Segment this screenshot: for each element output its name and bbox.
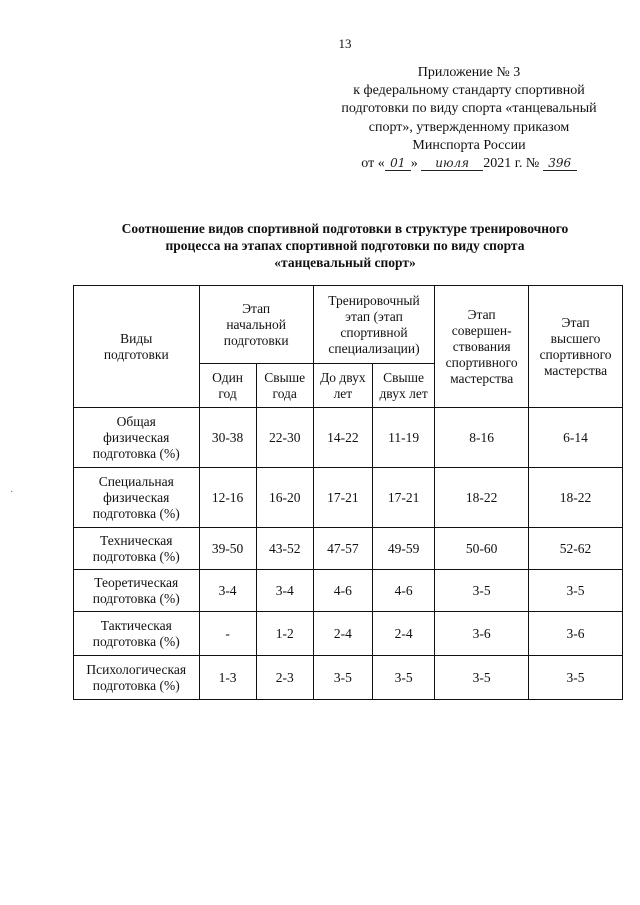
- subheader-over-year: Свыше года: [256, 364, 313, 408]
- page-number: 13: [338, 36, 352, 51]
- table-row: [74, 656, 623, 700]
- table-cell: -: [199, 612, 256, 656]
- training-ratio-table: [73, 285, 623, 700]
- table-cell: 43-52: [256, 528, 313, 570]
- date-prefix: от «: [361, 156, 385, 172]
- handwritten-month: июля: [421, 156, 483, 171]
- table-cell: 11-19: [372, 408, 434, 468]
- table-cell: 18-22: [529, 468, 623, 528]
- table-cell: 22-30: [256, 408, 313, 468]
- appendix-line: спорт», утвержденному приказом: [368, 119, 570, 135]
- table-cell: 3-5: [529, 570, 623, 612]
- table-cell: 2-4: [372, 612, 434, 656]
- row-kind-label: Техническая подготовка (%): [74, 528, 200, 570]
- table-cell: 1-2: [256, 612, 313, 656]
- table-cell: 17-21: [372, 468, 434, 528]
- row-kind-label: Общая физическая подготовка (%): [74, 408, 200, 468]
- table-cell: 3-4: [256, 570, 313, 612]
- row-kind-label: Психологическая подготовка (%): [74, 656, 200, 700]
- table-cell: 3-6: [529, 612, 623, 656]
- appendix-line: к федеральному стандарту спортивной: [353, 83, 585, 99]
- table-cell: 2-4: [313, 612, 372, 656]
- table-cell: 3-5: [313, 656, 372, 700]
- table-cell: 16-20: [256, 468, 313, 528]
- header-training-stage: Тренировочный этап (этап спортивной специализации): [313, 286, 434, 364]
- row-kind-label: Специальная физическая подготовка (%): [74, 468, 200, 528]
- subheader-one-year: Один год: [199, 364, 256, 408]
- handwritten-order-number: 396: [543, 156, 577, 171]
- appendix-block: [318, 64, 620, 173]
- table-row: [74, 570, 623, 612]
- table-cell: 8-16: [435, 408, 529, 468]
- table-cell: 3-6: [435, 612, 529, 656]
- handwritten-day: 01: [385, 156, 411, 171]
- row-kind-label: Теоретическая подготовка (%): [74, 570, 200, 612]
- table-cell: 52-62: [529, 528, 623, 570]
- table-cell: 14-22: [313, 408, 372, 468]
- subheader-over-two-years: Свыше двух лет: [372, 364, 434, 408]
- table-cell: 3-5: [529, 656, 623, 700]
- header-improvement-stage: Этап совершен- ствования спортивного мастерства: [435, 286, 529, 408]
- scan-speck: ˙: [10, 490, 14, 501]
- header-kind: Виды подготовки: [74, 286, 200, 408]
- table-cell: 4-6: [372, 570, 434, 612]
- table-row: [74, 612, 623, 656]
- table-cell: 47-57: [313, 528, 372, 570]
- table-header-row: [74, 286, 623, 364]
- table-cell: 17-21: [313, 468, 372, 528]
- table-cell: 49-59: [372, 528, 434, 570]
- table-cell: 3-5: [435, 656, 529, 700]
- title-line: процесса на этапах спортивной подготовки по виду спорта: [165, 238, 525, 253]
- table-cell: 4-6: [313, 570, 372, 612]
- table-cell: 12-16: [199, 468, 256, 528]
- table-cell: 3-5: [372, 656, 434, 700]
- date-mid: »: [410, 156, 418, 172]
- table-row: [74, 468, 623, 528]
- title-line: Соотношение видов спортивной подготовки в структуре тренировочного: [121, 221, 569, 236]
- appendix-line: Минспорта России: [412, 137, 526, 153]
- document-title: [80, 220, 610, 271]
- table-cell: 1-3: [199, 656, 256, 700]
- table-cell: 39-50: [199, 528, 256, 570]
- table-cell: 50-60: [435, 528, 529, 570]
- table-row: [74, 528, 623, 570]
- header-initial-stage: Этап начальной подготовки: [199, 286, 313, 364]
- table-cell: 3-5: [435, 570, 529, 612]
- appendix-date-line: [318, 155, 620, 173]
- table-cell: 2-3: [256, 656, 313, 700]
- table-cell: 18-22: [435, 468, 529, 528]
- table-row: [74, 408, 623, 468]
- row-kind-label: Тактическая подготовка (%): [74, 612, 200, 656]
- table-cell: 3-4: [199, 570, 256, 612]
- title-line: «танцевальный спорт»: [274, 255, 416, 270]
- date-year: 2021 г. №: [483, 156, 540, 172]
- appendix-line: подготовки по виду спорта «танцевальный: [341, 101, 597, 117]
- subheader-up-to-two-years: До двух лет: [313, 364, 372, 408]
- table-cell: 6-14: [529, 408, 623, 468]
- appendix-title: Приложение № 3: [417, 65, 521, 80]
- header-higher-stage: Этап высшего спортивного мастерства: [529, 286, 623, 408]
- table-cell: 30-38: [199, 408, 256, 468]
